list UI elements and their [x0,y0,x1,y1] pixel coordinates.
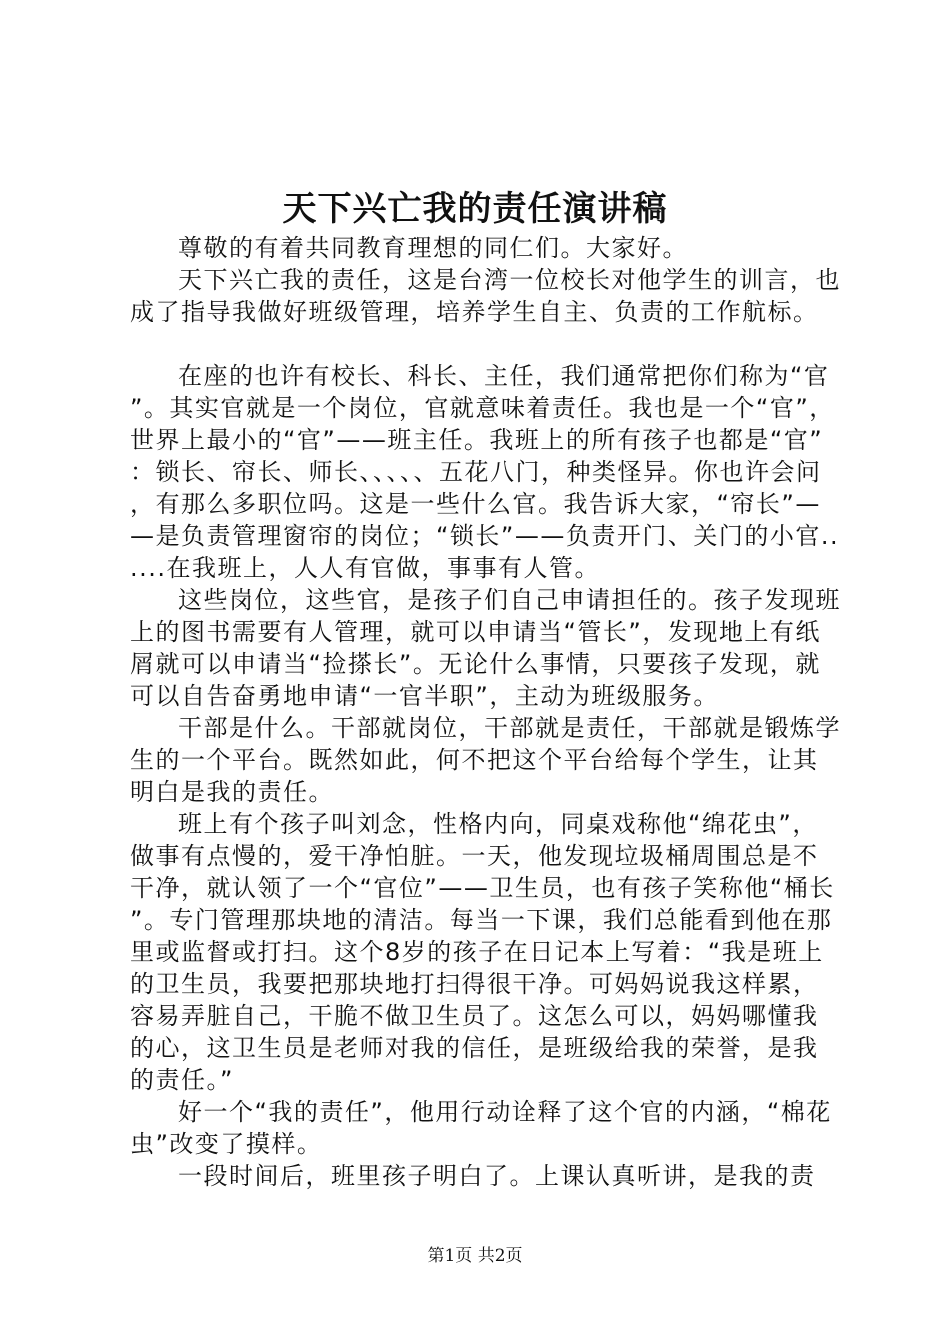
paragraph-positions: 这些岗位，这些官，是孩子们自己申请担任的。孩子发现班上的图书需要有人管理，就可以申请当“管长”，发现地上有纸屑就可以申请当“捡搽长”。无论什么事情，只要孩子发现，就可以自告奋勇地申请“一官半职”，主动为班级服务。 [130,586,841,710]
paragraph-officials: 在座的也许有校长、科长、主任，我们通常把你们称为“官”。其实官就是一个岗位，官就意味着责任。我也是一个“官”，世界上最小的“官”——班主任。我班上的所有孩子也都是“官”：锁长、帘长、师长、、、、、五花八门，种类怪异。你也许会问，有那么多职位吗。这是一些什么官。我告诉大家，“帘长”——是负责管理窗帘的岗位；“锁长”——负责开门、关门的小官......在我班上，人人有官做，事事有人管。 [130,362,840,582]
page-footer: 第1页 共2页 [427,1246,523,1266]
page-title: 天下兴亡我的责任演讲稿 [282,189,668,229]
paragraph-story: 班上有个孩子叫刘念，性格内向，同桌戏称他“绵花虫”，做事有点慢的，爱干净怕脏。一天，他发现垃圾桶周围总是不干净，就认领了一个“官位”——卫生员，也有孩子笑称他“桶长”。专门管理那块地的清洁。每当一下课，我们总能看到他在那里或监督或打扫。这个8岁的孩子在日记本上写着：“我是班上的卫生员，我要把那块地打扫得很干净。可妈妈说我这样累，容易弄脏自己，干脆不做卫生员了。这怎么可以，妈妈哪懂我的心，这卫生员是老师对我的信任，是班级给我的荣誉，是我的责任。” [130,810,835,1094]
paragraph-my-responsibility: 好一个“我的责任”，他用行动诠释了这个官的内涵，“棉花虫”改变了摸样。 [130,1098,832,1158]
paragraph-after-a-while: 一段时间后，班里孩子明白了。上课认真听讲，是我的责 [178,1162,816,1190]
document-body [130,232,842,1192]
paragraph-cadre: 干部是什么。干部就岗位，干部就是责任，干部就是锻炼学生的一个平台。既然如此，何不把这个平台给每个学生，让其明白是我的责任。 [130,714,841,806]
paragraph-intro: 天下兴亡我的责任，这是台湾一位校长对他学生的训言，也成了指导我做好班级管理，培养学生自主、负责的工作航标。 [130,266,841,326]
paragraph-greeting: 尊敬的有着共同教育理想的同仁们。大家好。 [178,234,688,262]
